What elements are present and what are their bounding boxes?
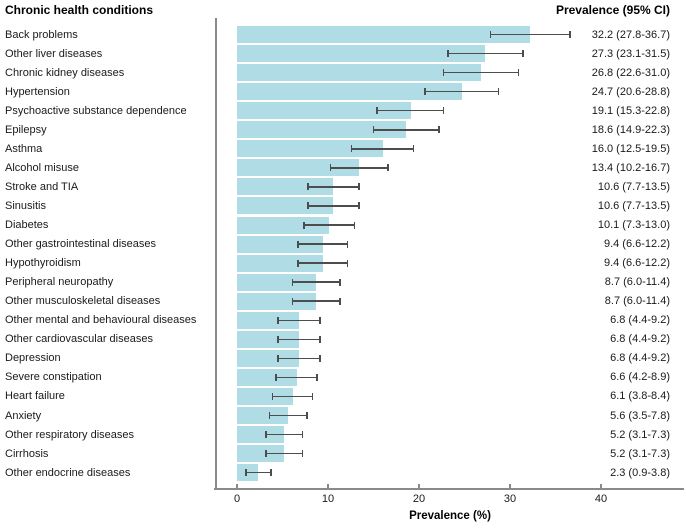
category-label: Other cardiovascular diseases: [5, 333, 153, 346]
x-axis-tick-label: 0: [233, 493, 241, 505]
error-bar-cap-left: [272, 393, 274, 400]
error-bar-cap-left: [330, 164, 332, 171]
error-bar: [272, 396, 314, 398]
error-bar-cap-right: [347, 241, 349, 248]
category-label: Other endocrine diseases: [5, 466, 131, 479]
error-bar-cap-right: [358, 183, 360, 190]
error-bar-cap-left: [443, 69, 445, 76]
category-label: Other musculoskeletal diseases: [5, 295, 161, 308]
error-bar-cap-right: [569, 31, 571, 38]
category-label: Hypertension: [5, 85, 70, 98]
error-bar-cap-right: [319, 317, 321, 324]
value-label: 27.3 (23.1-31.5): [591, 47, 670, 60]
error-bar-cap-left: [277, 317, 279, 324]
error-bar-cap-right: [302, 450, 304, 457]
category-label: Epilepsy: [5, 123, 47, 136]
error-bar-cap-left: [373, 126, 375, 133]
value-label: 9.4 (6.6-12.2): [603, 257, 670, 270]
error-bar-cap-right: [518, 69, 520, 76]
error-bar-cap-right: [270, 469, 272, 476]
error-bar-cap-left: [351, 145, 353, 152]
category-label: Other respiratory diseases: [5, 428, 134, 441]
error-bar-cap-right: [302, 431, 304, 438]
error-bar-cap-right: [443, 107, 445, 114]
category-label: Anxiety: [5, 409, 42, 422]
error-bar-cap-left: [297, 260, 299, 267]
x-axis-tick: [418, 484, 420, 489]
ci-column-header: Prevalence (95% CI): [555, 3, 670, 17]
error-bar-cap-left: [307, 183, 309, 190]
error-bar-cap-left: [303, 222, 305, 229]
error-bar-cap-right: [498, 88, 500, 95]
category-label: Heart failure: [5, 390, 65, 403]
error-bar: [373, 129, 440, 131]
category-label: Sinusitis: [5, 199, 46, 212]
x-axis-tick: [327, 484, 329, 489]
category-label: Other gastrointestinal diseases: [5, 238, 157, 251]
value-label: 6.8 (4.4-9.2): [610, 352, 670, 365]
error-bar-cap-right: [306, 412, 308, 419]
error-bar: [376, 110, 444, 112]
error-bar-cap-left: [447, 50, 449, 57]
bar: [237, 26, 530, 43]
value-label: 2.3 (0.9-3.8): [610, 466, 670, 479]
error-bar: [277, 320, 321, 322]
error-bar: [292, 300, 341, 302]
error-bar-cap-right: [339, 298, 341, 305]
error-bar: [424, 91, 499, 93]
x-axis-tick-label: 10: [321, 493, 335, 505]
error-bar: [443, 72, 519, 74]
category-label: Depression: [5, 352, 61, 365]
category-label: Stroke and TIA: [5, 180, 79, 193]
error-bar: [275, 377, 318, 379]
category-label: Other mental and behavioural diseases: [5, 314, 197, 327]
category-label: Cirrhosis: [5, 447, 49, 460]
x-axis-tick: [600, 484, 602, 489]
error-bar-cap-left: [277, 355, 279, 362]
category-label: Asthma: [5, 142, 43, 155]
error-bar-cap-right: [319, 355, 321, 362]
error-bar: [277, 339, 321, 341]
error-bar: [265, 434, 303, 436]
value-label: 9.4 (6.6-12.2): [603, 238, 670, 251]
value-label: 13.4 (10.2-16.7): [591, 161, 670, 174]
category-label: Psychoactive substance dependence: [5, 104, 187, 117]
error-bar-cap-left: [307, 202, 309, 209]
value-label: 6.1 (3.8-8.4): [610, 390, 670, 403]
error-bar-cap-left: [490, 31, 492, 38]
value-label: 6.8 (4.4-9.2): [610, 333, 670, 346]
x-axis-tick-label: 40: [594, 493, 608, 505]
error-bar-cap-left: [265, 431, 267, 438]
error-bar-cap-left: [424, 88, 426, 95]
value-label: 10.6 (7.7-13.5): [597, 180, 670, 193]
error-bar: [292, 281, 341, 283]
value-label: 10.1 (7.3-13.0): [597, 219, 670, 231]
category-label: Back problems: [5, 28, 78, 41]
y-axis-line: [215, 18, 217, 489]
chart-title: Chronic health conditions: [5, 3, 154, 17]
error-bar: [297, 243, 348, 245]
category-label: Other liver diseases: [5, 47, 103, 60]
category-label: Diabetes: [5, 219, 49, 231]
error-bar: [269, 415, 308, 417]
error-bar-cap-right: [347, 260, 349, 267]
value-label: 5.2 (3.1-7.3): [610, 447, 670, 460]
error-bar: [303, 224, 355, 226]
error-bar-cap-left: [297, 241, 299, 248]
error-bar: [277, 358, 321, 360]
category-label: Chronic kidney diseases: [5, 66, 125, 79]
x-axis-tick-label: 20: [412, 493, 426, 505]
error-bar-cap-right: [438, 126, 440, 133]
error-bar: [447, 53, 523, 55]
value-label: 16.0 (12.5-19.5): [591, 142, 670, 155]
category-label: Alcohol misuse: [5, 161, 79, 174]
value-label: 5.2 (3.1-7.3): [610, 428, 670, 441]
value-label: 32.2 (27.8-36.7): [591, 28, 670, 41]
error-bar-cap-left: [245, 469, 247, 476]
value-label: 8.7 (6.0-11.4): [604, 276, 670, 289]
x-axis-line: [214, 488, 684, 490]
value-label: 26.8 (22.6-31.0): [591, 66, 670, 79]
error-bar-cap-right: [316, 374, 318, 381]
error-bar-cap-left: [275, 374, 277, 381]
x-axis-label: Prevalence (%): [409, 510, 491, 522]
error-bar-cap-right: [387, 164, 389, 171]
error-bar-cap-left: [292, 279, 294, 286]
category-label: Peripheral neuropathy: [5, 276, 114, 289]
x-axis-tick: [236, 484, 238, 489]
error-bar-cap-right: [413, 145, 415, 152]
value-label: 8.7 (6.0-11.4): [604, 295, 670, 308]
error-bar-cap-right: [522, 50, 524, 57]
error-bar: [307, 186, 360, 188]
error-bar-cap-left: [292, 298, 294, 305]
error-bar-cap-left: [376, 107, 378, 114]
error-bar: [297, 262, 348, 264]
error-bar-cap-left: [269, 412, 271, 419]
error-bar-cap-right: [358, 202, 360, 209]
category-label: Severe constipation: [5, 371, 102, 384]
x-axis-tick-label: 30: [503, 493, 517, 505]
error-bar: [245, 472, 271, 474]
value-label: 24.7 (20.6-28.8): [591, 85, 670, 98]
value-label: 19.1 (15.3-22.8): [591, 104, 670, 117]
error-bar-cap-left: [277, 336, 279, 343]
error-bar-cap-left: [265, 450, 267, 457]
error-bar: [265, 453, 303, 455]
error-bar: [307, 205, 360, 207]
x-axis-tick: [509, 484, 511, 489]
error-bar: [351, 148, 415, 150]
value-label: 18.6 (14.9-22.3): [591, 123, 670, 136]
error-bar: [330, 167, 389, 169]
category-label: Hypothyroidism: [5, 257, 81, 270]
error-bar-cap-right: [312, 393, 314, 400]
error-bar-cap-right: [339, 279, 341, 286]
error-bar-cap-right: [354, 222, 356, 229]
error-bar: [490, 34, 571, 36]
value-label: 5.6 (3.5-7.8): [610, 409, 670, 422]
value-label: 10.6 (7.7-13.5): [597, 199, 670, 212]
value-label: 6.8 (4.4-9.2): [610, 314, 670, 327]
value-label: 6.6 (4.2-8.9): [610, 371, 670, 384]
error-bar-cap-right: [319, 336, 321, 343]
